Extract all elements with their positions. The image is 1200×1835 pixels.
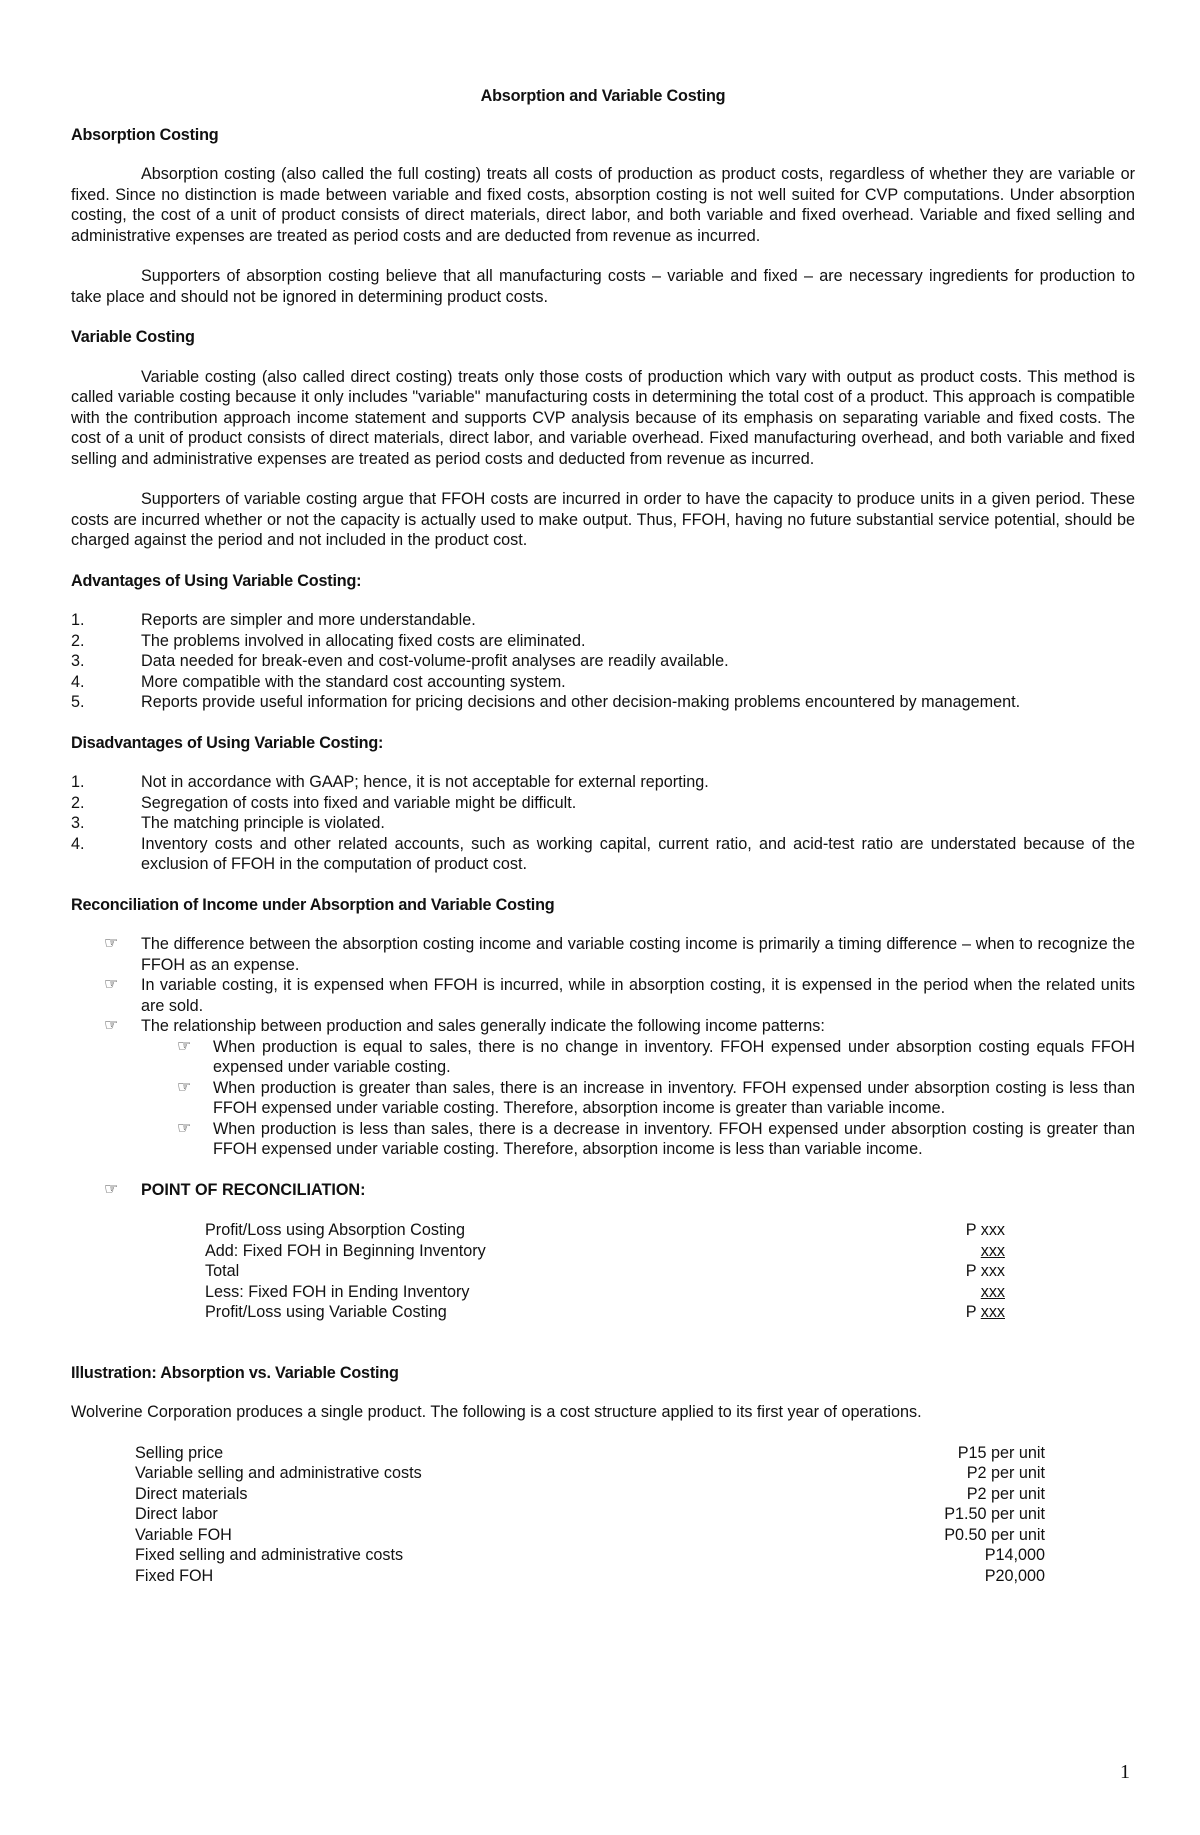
income-patterns-list	[177, 1037, 1135, 1160]
list-item: ☞ In variable costing, it is expensed when FFOH is incurred, while in absorption costing, it is expensed in the period when the related units are sold.	[104, 976, 1135, 1015]
list-item: 2. Segregation of costs into fixed and variable might be difficult.	[71, 793, 577, 812]
list-item: ☞ The relationship between production and sales generally indicate the following income patterns: ☞ When production is equal to sales, there is no change in inventory. FFOH expensed under absorption costing equals FFOH expensed under variable costing. ☞ When production is greater than sales, there is an increase in inventory. FFOH expensed under absorption costing is less than FFOH expensed under variable costing. Therefore, absorption income is greater than variable income. ☞ When production is less than sales, there is a decrease in inventory. FFOH expensed under absorption costing is greater than FFOH expensed under variable costing. Therefore, absorption income is less than variable income.	[104, 1017, 1135, 1158]
table-row: Profit/Loss using Absorption Costing P xxx	[205, 1221, 1005, 1239]
list-item: 3. The matching principle is violated.	[71, 814, 385, 832]
table-row: Variable selling and administrative costs P2 per unit	[135, 1464, 1045, 1482]
list-item: ☞ When production is equal to sales, there is no change in inventory. FFOH expensed under absorption costing equals FFOH expensed under variable costing.	[177, 1037, 1135, 1076]
absorption-paragraph-2: Supporters of absorption costing believe that all manufacturing costs – variable and fixed – are necessary ingredients for production to take place and should not be ignored in determining product costs.	[71, 267, 1135, 306]
pointing-hand-icon: ☞	[104, 976, 119, 993]
list-item: 1. Not in accordance with GAAP; hence, it is not acceptable for external reporting.	[71, 773, 709, 791]
table-row: Add: Fixed FOH in Beginning Inventory xxx	[205, 1241, 1005, 1260]
page-number: 1	[1120, 1761, 1130, 1783]
table-row: Less: Fixed FOH in Ending Inventory xxx	[205, 1282, 1005, 1301]
illustration-intro: Wolverine Corporation produces a single product. The following is a cost structure applied to its first year of operations.	[71, 1403, 922, 1421]
list-item: ☞ The difference between the absorption costing income and variable costing income is primarily a timing difference – when to recognize the FFOH as an expense.	[104, 935, 1135, 974]
variable-paragraph-1: Variable costing (also called direct costing) treats only those costs of production which vary with output as product costs. This method is called variable costing because it only includes "variable" manufacturing costs in determining the total cost of a product. This approach is compatible with the contribution approach income statement and supports CVP analysis because of its emphasis on separating variable and fixed costs. The cost of a unit of product consists of direct materials, direct labor, and variable overhead. Fixed manufacturing overhead, and both variable and fixed selling and administrative expenses are treated as period costs and deducted from revenue as incurred.	[71, 367, 1135, 468]
table-row: Selling price P15 per unit	[135, 1443, 1045, 1462]
list-item: ☞ When production is greater than sales, there is an increase in inventory. FFOH expensed under absorption costing is less than FFOH expensed under variable costing. Therefore, absorption income is greater than variable income.	[177, 1078, 1135, 1117]
disadvantages-list	[71, 772, 1135, 875]
table-row: Variable FOH P0.50 per unit	[135, 1525, 1045, 1544]
pointing-hand-icon: ☞	[104, 1017, 119, 1034]
reconciliation-heading: Reconciliation of Income under Absorption and Variable Costing	[71, 895, 555, 914]
list-item: 4. More compatible with the standard cost accounting system.	[71, 672, 566, 691]
pointing-hand-icon: ☞	[104, 935, 119, 952]
pointing-hand-icon: ☞	[177, 1078, 192, 1096]
reconciliation-table	[205, 1220, 1005, 1323]
list-item: 2. The problems involved in allocating fixed costs are eliminated.	[71, 631, 586, 650]
illustration-heading: Illustration: Absorption vs. Variable Costing	[71, 1363, 399, 1382]
point-heading: POINT OF RECONCILIATION:	[141, 1180, 366, 1199]
disadvantages-heading: Disadvantages of Using Variable Costing:	[71, 733, 384, 752]
pointing-hand-icon: ☞	[177, 1037, 192, 1055]
list-item: 1. Reports are simpler and more understandable.	[71, 611, 476, 629]
pointing-hand-icon: ☞	[177, 1119, 192, 1137]
table-row: Total P xxx	[205, 1262, 1005, 1280]
cost-structure-table	[135, 1443, 1045, 1587]
document-title: Absorption and Variable Costing	[480, 87, 726, 105]
list-item: 4. Inventory costs and other related accounts, such as working capital, current ratio, and acid-test ratio are understated because of the exclusion of FFOH in the computation of product cost.	[71, 834, 1135, 873]
absorption-heading: Absorption Costing	[71, 125, 219, 144]
table-row: Direct materials P2 per unit	[135, 1484, 1045, 1503]
pointing-hand-icon: ☞	[104, 1180, 119, 1198]
list-item: ☞ When production is less than sales, there is a decrease in inventory. FFOH expensed under absorption costing is greater than FFOH expensed under variable costing. Therefore, absorption income is less than variable income.	[177, 1119, 1135, 1158]
list-item	[71, 1180, 1135, 1201]
advantages-heading: Advantages of Using Variable Costing:	[71, 571, 362, 590]
point-of-reconciliation	[71, 1180, 1135, 1201]
table-row: Fixed FOH P20,000	[135, 1566, 1045, 1585]
reconciliation-bullets	[71, 934, 1135, 1160]
list-item: 5. Reports provide useful information for pricing decisions and other decision-making problems encountered by management.	[71, 693, 1021, 711]
table-row: Fixed selling and administrative costs P14,000	[135, 1546, 1045, 1564]
variable-heading: Variable Costing	[71, 328, 195, 346]
variable-paragraph-2: Supporters of variable costing argue that FFOH costs are incurred in order to have the capacity to produce units in a given period. These costs are incurred whether or not the capacity is actually used to make output. Thus, FFOH, having no future substantial service potential, should be charged against the period and not included in the product cost.	[71, 490, 1135, 549]
document-page	[71, 86, 1135, 1586]
table-row: Profit/Loss using Variable Costing P xxx	[205, 1303, 1005, 1321]
list-item: 3. Data needed for break-even and cost-volume-profit analyses are readily available.	[71, 652, 729, 670]
advantages-list	[71, 610, 1135, 713]
table-row: Direct labor P1.50 per unit	[135, 1505, 1045, 1523]
absorption-paragraph-1: Absorption costing (also called the full costing) treats all costs of production as product costs, regardless of whether they are variable or fixed. Since no distinction is made between variable and fixed costs, absorption costing is not well suited for CVP computations. Under absorption costing, the cost of a unit of product consists of direct materials, direct labor, and both variable and fixed overhead. Variable and fixed selling and administrative expenses are treated as period costs and are deducted from revenue as incurred.	[71, 165, 1135, 245]
